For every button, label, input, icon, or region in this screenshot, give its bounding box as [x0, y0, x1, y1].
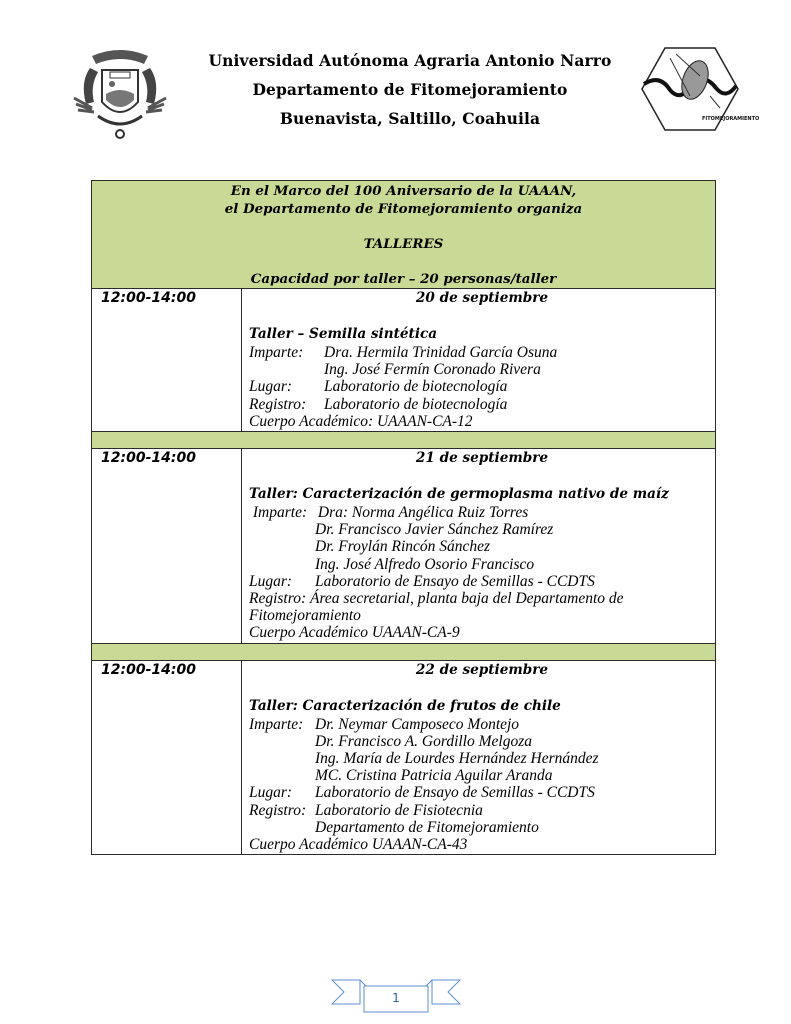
- banner-cell: [92, 181, 716, 289]
- instructor: Ing. José Fermín Coronado Rivera: [324, 361, 541, 379]
- university-name: Universidad Autónoma Agraria Antonio Narro: [208, 51, 612, 70]
- workshop-details: [242, 449, 716, 644]
- workshop-date: 22 de septiembre: [415, 661, 549, 678]
- separator-row: [92, 643, 716, 660]
- registration-place-continued: Fitomejoramiento: [249, 607, 361, 625]
- workshop-time: 12:00-14:00: [92, 289, 242, 432]
- imparte-label: Imparte:: [249, 344, 304, 361]
- workshop-details: [242, 660, 716, 855]
- workshop-title: Taller: Caracterización de frutos de chile: [249, 697, 561, 714]
- registro-label: Registro:: [249, 801, 307, 819]
- workshop-time: 12:00-14:00: [92, 660, 242, 855]
- venue: Laboratorio de Ensayo de Semillas - CCDTS: [315, 572, 595, 590]
- instructor: Dra: Norma Angélica Ruiz Torres: [317, 504, 529, 522]
- department-name: Departamento de Fitomejoramiento: [252, 80, 568, 99]
- workshop-row: [92, 449, 716, 644]
- institution-heading: [180, 46, 640, 133]
- imparte-label: Imparte:: [252, 504, 308, 522]
- lugar-label: Lugar:: [249, 378, 293, 396]
- banner-title: TALLERES: [363, 236, 444, 252]
- workshop-title: Taller – Semilla sintética: [249, 326, 438, 342]
- location: Buenavista, Saltillo, Coahuila: [279, 109, 541, 128]
- academic-body: Cuerpo Académico UAAAN-CA-9: [249, 624, 460, 642]
- academic-body: Cuerpo Académico UAAAN-CA-43: [249, 836, 468, 854]
- registro-label: Registro:: [249, 395, 307, 413]
- workshop-row: [92, 289, 716, 432]
- registration-place: Laboratorio de biotecnología: [324, 395, 508, 413]
- instructor: Dr. Francisco Javier Sánchez Ramírez: [315, 521, 554, 539]
- registro-label: Registro:: [249, 590, 307, 608]
- workshop-details: [242, 289, 716, 432]
- workshop-title: Taller: Caracterización de germoplasma nativo de maíz: [249, 486, 669, 503]
- fitomejoramiento-logo: [640, 46, 760, 132]
- imparte-label: Imparte:: [249, 715, 304, 733]
- registration-place: Laboratorio de Fisiotecnia: [315, 801, 483, 819]
- venue: Laboratorio de Ensayo de Semillas - CCDTS: [315, 784, 595, 802]
- page-number-ribbon: [330, 974, 462, 1014]
- instructor: Dr. Froylán Rincón Sánchez: [315, 538, 491, 556]
- workshop-date: 20 de septiembre: [415, 290, 549, 306]
- registration-place-continued: Departamento de Fitomejoramiento: [315, 818, 539, 836]
- instructor: Ing. José Alfredo Osorio Francisco: [315, 555, 535, 573]
- document-header: [0, 0, 791, 150]
- lugar-label: Lugar:: [249, 784, 293, 802]
- workshop-row: [92, 660, 716, 855]
- instructor: Dra. Hermila Trinidad García Osuna: [324, 344, 558, 361]
- workshop-time: 12:00-14:00: [92, 449, 242, 644]
- separator-row: [92, 432, 716, 449]
- venue: Laboratorio de biotecnología: [324, 378, 508, 396]
- instructor: Dr. Neymar Camposeco Montejo: [315, 715, 520, 733]
- banner-row: [92, 181, 716, 289]
- workshop-date: 21 de septiembre: [415, 450, 549, 467]
- academic-body: Cuerpo Académico: UAAAN-CA-12: [249, 412, 473, 430]
- banner-capacity: Capacidad por taller – 20 personas/taller: [250, 271, 557, 287]
- lugar-label: Lugar:: [249, 572, 293, 590]
- page-number: 1: [392, 991, 400, 1005]
- svg-text:FITOMEJORAMIENTO: FITOMEJORAMIENTO: [702, 116, 760, 122]
- university-seal-logo: [70, 42, 170, 142]
- banner-line-1: En el Marco del 100 Aniversario de la UAAAN,: [230, 183, 577, 199]
- workshop-schedule-table: [91, 180, 716, 855]
- instructor: MC. Cristina Patricia Aguilar Aranda: [315, 767, 553, 785]
- registration-place: Área secretarial, planta baja del Departamento de: [310, 590, 624, 608]
- instructor: Dr. Francisco A. Gordillo Melgoza: [315, 732, 532, 750]
- banner-line-2: el Departamento de Fitomejoramiento organiza: [224, 201, 583, 217]
- instructor: Ing. María de Lourdes Hernández Hernández: [315, 750, 599, 768]
